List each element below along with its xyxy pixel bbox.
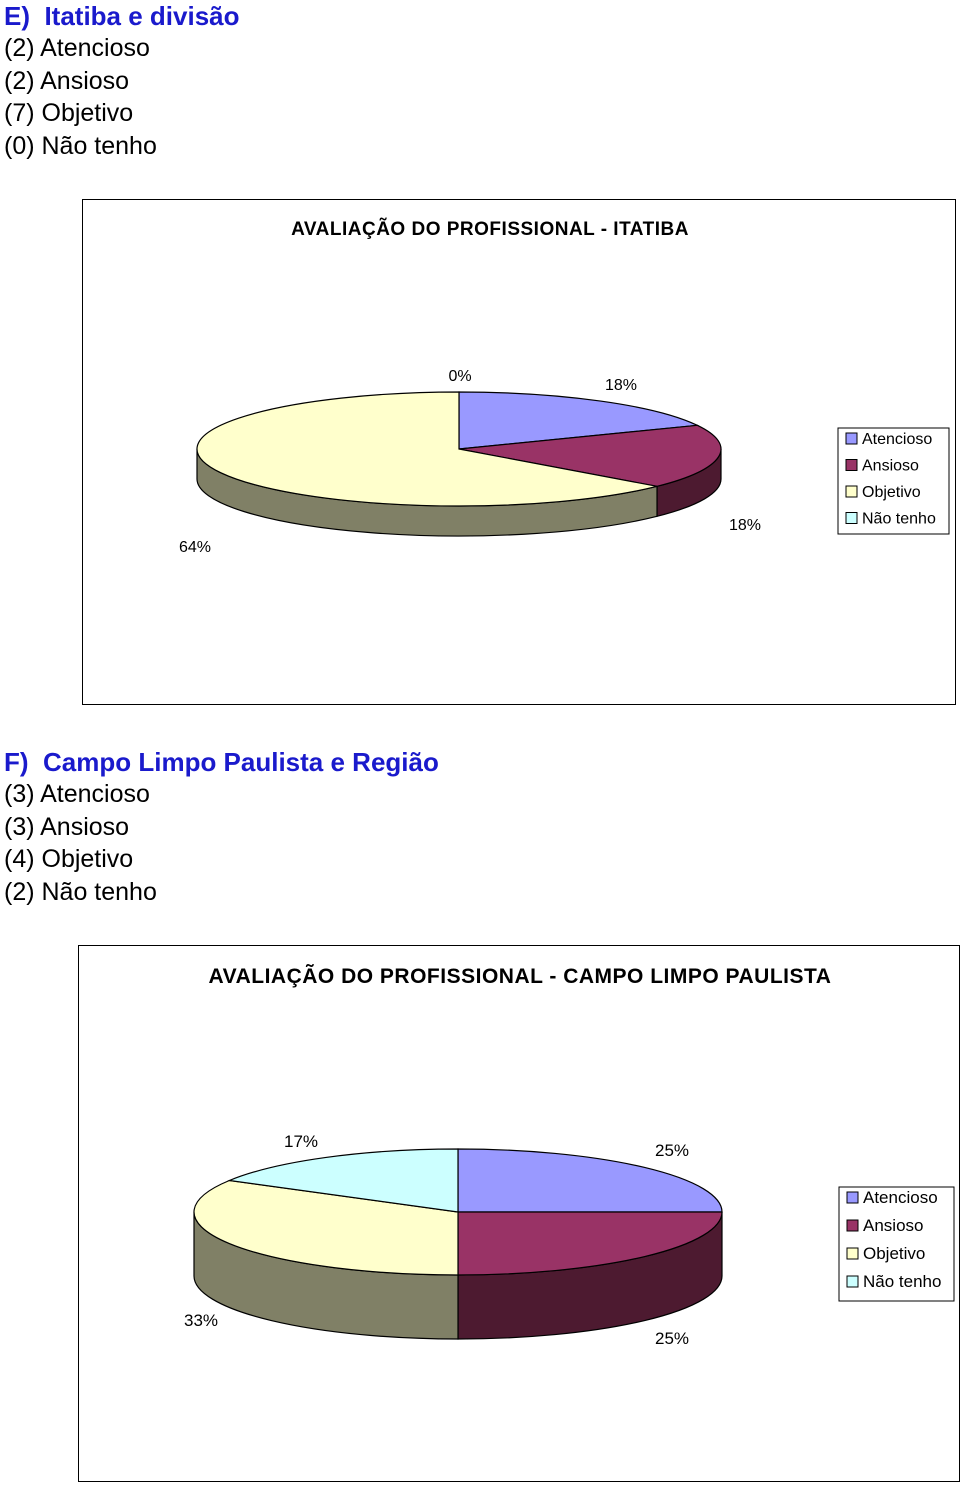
pie-chart-svg [83,200,957,706]
legend-swatch-objetivo [846,486,857,497]
legend [839,1187,954,1301]
data-label-objetivo: 33% [183,1311,219,1330]
legend-label-objetivo: Objetivo [863,1244,926,1263]
legend-label-nao-tenho: Não tenho [862,510,936,528]
count-line: (7) Objetivo [4,99,134,127]
section-title: Itatiba e divisão [44,1,240,31]
data-label-ansioso: 18% [728,517,762,534]
pie-body [197,392,721,536]
section-e [4,0,240,162]
legend-swatch-nao-tenho [846,513,857,524]
legend-label-ansioso: Ansioso [863,1216,924,1235]
pie-body [194,1149,722,1339]
data-label-objetivo: 64% [178,539,212,556]
legend-label-objetivo: Objetivo [862,484,921,501]
count-line: (3) Ansioso [4,812,130,841]
count-line: (2) Não tenho [4,877,157,906]
pie-chart-svg [79,946,960,1483]
legend-swatch-atencioso [846,433,857,444]
section-f [4,746,439,908]
legend-label-atencioso: Atencioso [862,431,933,448]
legend-label-ansioso: Ansioso [862,457,919,475]
section-title: Campo Limpo Paulista e Região [43,747,439,777]
legend-swatch-ansioso [847,1220,858,1231]
chart-itatiba [82,199,956,705]
chart-title: AVALIAÇÃO DO PROFISSIONAL - CAMPO LIMPO PAULISTA [208,965,832,988]
data-label-atencioso: 25% [654,1141,690,1160]
data-label-nao-tenho: 17% [283,1132,319,1151]
section-heading [4,0,240,32]
section-letter: E) [4,1,30,31]
count-line: (2) Atencioso [4,34,150,62]
section-letter: F) [4,747,29,777]
chart-campo-limpo [78,945,960,1482]
legend-swatch-atencioso [847,1192,858,1203]
count-line: (3) Atencioso [4,780,150,808]
count-line: (4) Objetivo [4,845,134,873]
legend-label-nao-tenho: Não tenho [863,1272,942,1291]
data-label-nao-tenho: 0% [448,368,472,385]
count-line: (0) Não tenho [4,131,157,160]
legend-swatch-ansioso [846,460,857,471]
legend-swatch-objetivo [847,1248,858,1259]
data-label-atencioso: 18% [604,377,638,394]
chart-title: AVALIAÇÃO DO PROFISSIONAL - ITATIBA [291,219,689,240]
legend-swatch-nao-tenho [847,1276,858,1287]
data-label-ansioso: 25% [654,1329,690,1348]
legend-label-atencioso: Atencioso [863,1188,938,1207]
count-line: (2) Ansioso [4,66,130,95]
section-heading [4,746,439,778]
legend [838,428,949,534]
